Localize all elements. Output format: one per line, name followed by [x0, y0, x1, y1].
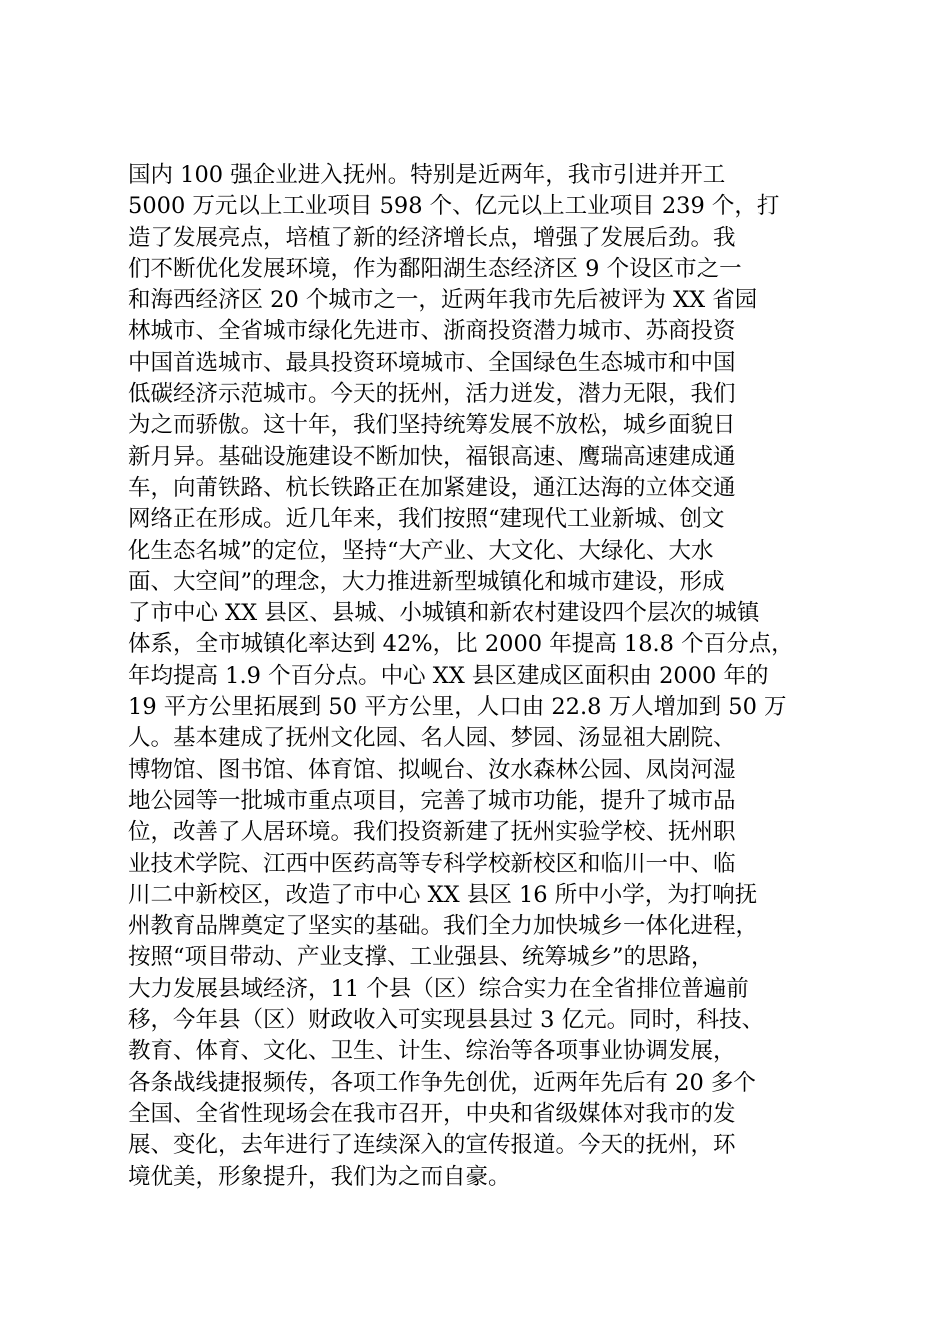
text-line: 国内 100 强企业进入抚州。特别是近两年，我市引进并开工 — [128, 162, 726, 188]
body-paragraph — [128, 160, 848, 1193]
text-line: 展、变化，去年进行了连续深入的宣传报道。今天的抚州，环 — [128, 1132, 736, 1159]
text-line: 州教育品牌奠定了坚实的基础。我们全力加快城乡一体化进程， — [128, 913, 759, 940]
text-line: 按照“项目带动、产业支撑、工业强县、统筹城乡”的思路， — [128, 944, 714, 971]
text-line: 化生态名城”的定位，坚持“大产业、大文化、大绿化、大水 — [128, 537, 714, 564]
text-line: 体系，全市城镇化率达到 42%，比 2000 年提高 18.8 个百分点， — [128, 631, 794, 658]
text-line: 为之而骄傲。这十年，我们坚持统筹发展不放松，城乡面貌日 — [128, 412, 736, 439]
text-line: 大力发展县域经济，11 个县（区）综合实力在全省排位普遍前 — [128, 975, 749, 1002]
text-line: 新月异。基础设施建设不断加快，福银高速、鹰瑞高速建成通 — [128, 443, 736, 470]
text-line: 面、大空间”的理念，大力推进新型城镇化和城市建设，形成 — [128, 568, 725, 595]
text-line: 移，今年县（区）财政收入可实现县县过 3 亿元。同时，科技、 — [128, 1007, 765, 1034]
text-line: 们不断优化发展环境，作为鄱阳湖生态经济区 9 个设区市之一 — [128, 255, 742, 282]
text-line: 中国首选城市、最具投资环境城市、全国绿色生态城市和中国 — [128, 349, 736, 376]
text-line: 地公园等一批城市重点项目，完善了城市功能，提升了城市品 — [128, 787, 736, 814]
text-line: 造了发展亮点，培植了新的经济增长点，增强了发展后劲。我 — [128, 224, 736, 251]
text-line: 低碳经济示范城市。今天的抚州，活力迸发，潜力无限，我们 — [128, 381, 736, 408]
text-line: 业技术学院、江西中医药高等专科学校新校区和临川一中、临 — [128, 850, 736, 877]
text-line: 了市中心 XX 县区、县城、小城镇和新农村建设四个层次的城镇 — [128, 600, 760, 627]
text-line: 境优美，形象提升，我们为之而自豪。 — [128, 1163, 511, 1190]
text-line: 5000 万元以上工业项目 598 个、亿元以上工业项目 239 个，打 — [128, 193, 780, 220]
text-line: 全国、全省性现场会在我市召开，中央和省级媒体对我市的发 — [128, 1100, 736, 1127]
text-line: 教育、体育、文化、卫生、计生、综治等各项事业协调发展， — [128, 1038, 736, 1065]
text-line: 和海西经济区 20 个城市之一，近两年我市先后被评为 XX 省园 — [128, 287, 758, 314]
text-line: 19 平方公里拓展到 50 平方公里，人口由 22.8 万人增加到 50 万 — [128, 694, 787, 721]
text-line: 年均提高 1.9 个百分点。中心 XX 县区建成区面积由 2000 年的 — [128, 662, 769, 689]
text-line: 林城市、全省城市绿化先进市、浙商投资潜力城市、苏商投资 — [128, 318, 736, 345]
text-line: 博物馆、图书馆、体育馆、拟岘台、汝水森林公园、凤岗河湿 — [128, 756, 736, 783]
text-line: 位，改善了人居环境。我们投资新建了抚州实验学校、抚州职 — [128, 819, 736, 846]
text-line: 车，向莆铁路、杭长铁路正在加紧建设，通江达海的立体交通 — [128, 474, 736, 501]
text-line: 网络正在形成。近几年来，我们按照“建现代工业新城、创文 — [128, 506, 725, 533]
text-line: 川二中新校区，改造了市中心 XX 县区 16 所中小学，为打响抚 — [128, 881, 758, 908]
text-line: 人。基本建成了抚州文化园、名人园、梦园、汤显祖大剧院、 — [128, 725, 736, 752]
text-line: 各条战线捷报频传，各项工作争先创优，近两年先后有 20 多个 — [128, 1069, 756, 1096]
